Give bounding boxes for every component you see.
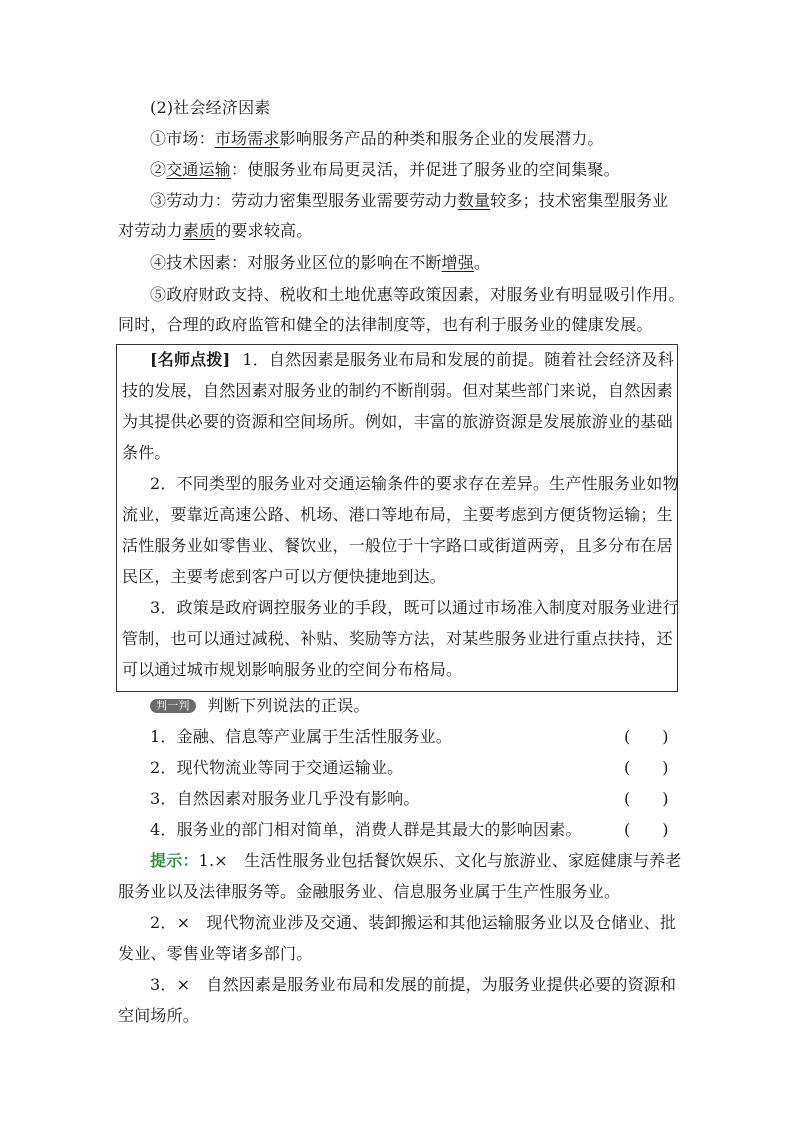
- text: ③劳动力：劳动力密集型服务业需要劳动力: [150, 191, 458, 210]
- tips-label: [名师点拨]: [150, 350, 231, 369]
- text: 。: [474, 253, 491, 272]
- judge-instruction-row: [150, 696, 678, 716]
- item-labor-line1: [150, 191, 678, 211]
- text: ①市场：: [150, 129, 215, 148]
- question-4: 4．服务业的部门相对简单，消费人群是其最大的影响因素。: [150, 820, 582, 839]
- text: 对劳动力: [118, 221, 183, 240]
- item-labor-line2: [118, 221, 678, 241]
- judge-instruction: 判断下列说法的正误。: [207, 696, 370, 715]
- text: 影响服务产品的种类和服务企业的发展潜力。: [279, 129, 604, 148]
- answer-1-line2: 服务业以及法律服务等。金融服务业、信息服务业属于生产性服务业。: [118, 882, 621, 901]
- text: 1.× 生活性服务业包括餐饮娱乐、文化与旅游业、家庭健康与养老: [198, 851, 682, 870]
- underlined-term: 增强: [441, 253, 475, 272]
- tips-p1-line1: [150, 350, 678, 370]
- answer-blank-2: ( ): [624, 758, 669, 777]
- underlined-term: 交通运输: [166, 160, 232, 179]
- answer-3-line1: 3．× 自然因素是服务业布局和发展的前提，为服务业提供必要的资源和: [150, 975, 677, 994]
- answer-blank-4: ( ): [624, 820, 669, 839]
- section-heading: (2)社会经济因素: [150, 98, 271, 117]
- tips-p2-line4: 民区，主要考虑到客户可以方便快捷地到达。: [122, 567, 447, 586]
- answer-2-line2: 发业、零售业等诸多部门。: [118, 944, 313, 963]
- text: 的要求较高。: [215, 221, 313, 240]
- item-market: [150, 129, 678, 149]
- item-policy-line1: ⑤政府财政支持、税收和土地优惠等政策因素，对服务业有明显吸引作用。: [150, 285, 685, 304]
- tips-p3-line3: 可以通过城市规划影响服务业的空间分布格局。: [122, 660, 463, 679]
- answer-2-line1: 2．× 现代物流业涉及交通、装卸搬运和其他运输服务业以及仓储业、批: [150, 913, 677, 932]
- question-1: 1．金融、信息等产业属于生活性服务业。: [150, 727, 452, 746]
- item-transport: [150, 160, 678, 180]
- answer-3-line2: 空间场所。: [118, 1006, 200, 1025]
- text: ④技术因素：对服务业区位的影响在不断: [150, 253, 442, 272]
- answer-blank-1: ( ): [624, 727, 669, 746]
- tips-p2-line3: 活性服务业如零售业、餐饮业，一般位于十字路口或街道两旁，且多分布在居: [122, 536, 673, 555]
- judge-badge: 判一判: [150, 699, 196, 713]
- text: ②: [150, 160, 167, 179]
- answer-1-line1: [150, 851, 682, 871]
- tips-p2-line1: 2．不同类型的服务业对交通运输条件的要求存在差异。生产性服务业如物: [150, 474, 679, 493]
- item-policy-line2: 同时，合理的政府监管和健全的法律制度等，也有利于服务业的健康发展。: [118, 315, 653, 334]
- tips-p2-line2: 流业，要靠近高速公路、机场、港口等地布局，主要考虑到方便货物运输；生: [122, 505, 673, 524]
- tips-p1-line2: 技的发展，自然因素对服务业的制约不断削弱。但对某些部门来说，自然因素: [122, 381, 673, 400]
- tips-p1-line4: 条件。: [122, 443, 171, 462]
- underlined-term: 数量: [457, 191, 491, 210]
- text: 1．自然因素是服务业布局和发展的前提。随着社会经济及科: [242, 350, 674, 369]
- item-technology: [150, 253, 678, 273]
- question-3: 3．自然因素对服务业几乎没有影响。: [150, 789, 420, 808]
- question-2: 2．现代物流业等同于交通运输业。: [150, 758, 404, 777]
- underlined-term: 市场需求: [214, 129, 280, 148]
- hint-label: 提示：: [150, 851, 199, 870]
- tips-p3-line1: 3．政策是政府调控服务业的手段，既可以通过市场准入制度对服务业进行: [150, 598, 679, 617]
- text: ：使服务业布局更灵活，并促进了服务业的空间集聚。: [231, 160, 620, 179]
- answer-blank-3: ( ): [624, 789, 669, 808]
- underlined-term: 素质: [182, 221, 216, 240]
- text: 较多；技术密集型服务业: [490, 191, 669, 210]
- tips-p3-line2: 管制，也可以通过减税、补贴、奖励等方法，对某些服务业进行重点扶持，还: [122, 629, 673, 648]
- tips-p1-line3: 为其提供必要的资源和空间场所。例如，丰富的旅游资源是发展旅游业的基础: [122, 412, 673, 431]
